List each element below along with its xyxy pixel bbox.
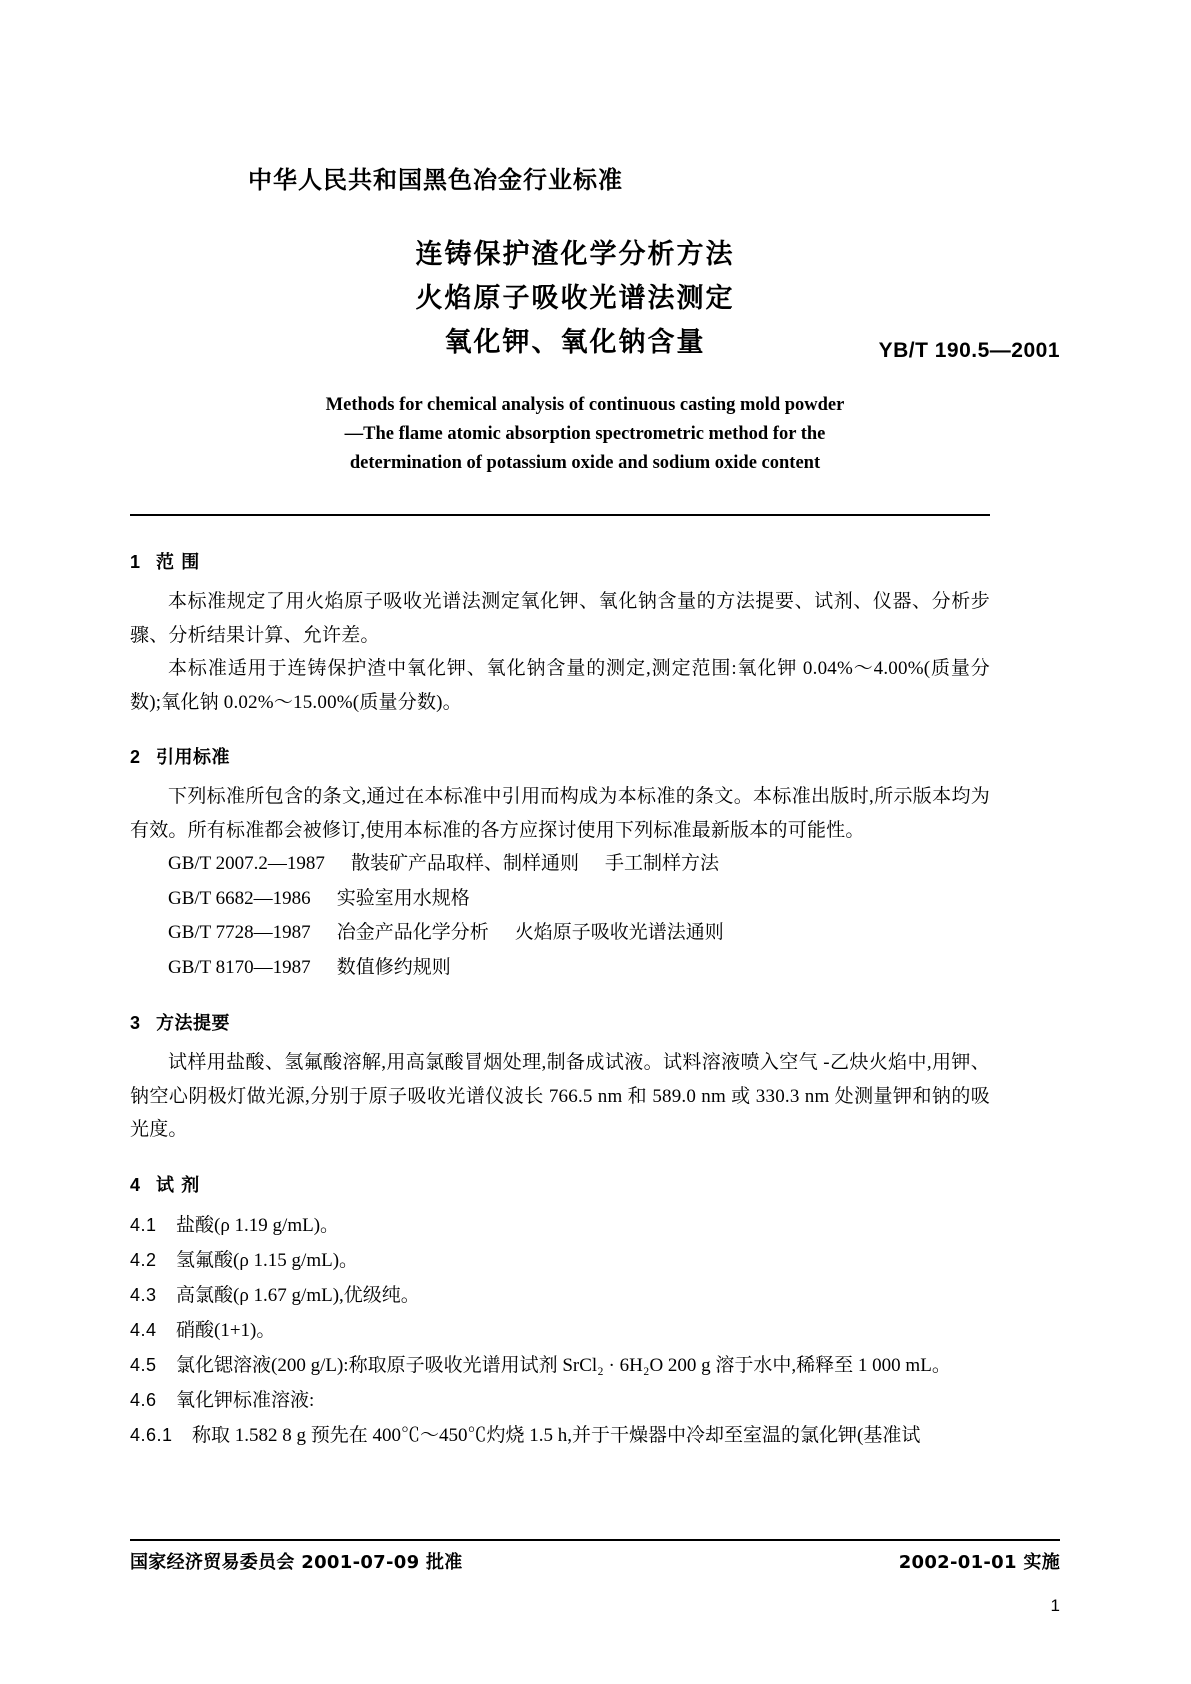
english-title: [130, 391, 1060, 478]
standard-number: YB/T 190.5—2001: [878, 339, 1060, 362]
standard-organization: 中华人民共和国黑色冶金行业标准: [248, 166, 623, 194]
section-title-4: 试 剂: [156, 1174, 200, 1196]
page-footer: [130, 1539, 1060, 1616]
section-heading-3: [130, 1007, 990, 1040]
clause-text: 高氯酸(ρ 1.67 g/mL),优级纯。: [176, 1284, 420, 1306]
section-heading-1: [130, 546, 990, 579]
footer-divider: [130, 1539, 1060, 1541]
reference-item: [130, 916, 990, 951]
clause-text: 盐酸(ρ 1.19 g/mL)。: [176, 1214, 340, 1236]
section-3-paragraph-1: 试样用盐酸、氢氟酸溶解,用高氯酸冒烟处理,制备成试液。试料溶液喷入空气 -乙炔火焰中,用钾、钠空心阴极灯做光源,分别于原子吸收光谱仪波长 766.5 nm 和 589.0 nm 或 330.3 nm 处测量钾和钠的吸光度。: [130, 1052, 990, 1140]
reference-title: 散装矿产品取样、制样通则: [350, 853, 579, 874]
english-title-line-1: Methods for chemical analysis of continuous casting mold powder: [325, 395, 845, 415]
clause-label: 4.2: [130, 1249, 157, 1270]
clause-item: [130, 1208, 990, 1243]
page-number: 1: [1050, 1596, 1060, 1615]
reference-code: GB/T 2007.2—1987: [168, 853, 325, 874]
reference-subtitle: 火焰原子吸收光谱法通则: [514, 922, 724, 943]
clause-text: 称取 1.582 8 g 预先在 400℃～450℃灼烧 1.5 h,并于干燥器中冷却至室温的氯化钾(基准试: [192, 1424, 921, 1446]
section-number-1: 1: [130, 552, 141, 572]
clause-label: 4.5: [130, 1354, 157, 1375]
clause-text: 氢氟酸(ρ 1.15 g/mL)。: [176, 1249, 359, 1271]
reference-subtitle: 手工制样方法: [604, 853, 719, 874]
footer-row: [130, 1548, 1060, 1574]
page-content: [130, 0, 1060, 1453]
clause-item: [130, 1383, 990, 1418]
reference-title: 数值修约规则: [336, 956, 451, 978]
clause-item: [130, 1313, 990, 1348]
reference-code: GB/T 6682—1986: [168, 887, 311, 909]
clause-text: 氧化钾标准溶液:: [176, 1389, 315, 1411]
english-title-line-2: —The flame atomic absorption spectrometric method for the: [344, 424, 826, 444]
clause-item: [130, 1348, 990, 1383]
section-1-paragraph-1: 本标准规定了用火焰原子吸收光谱法测定氧化钾、氧化钠含量的方法提要、试剂、仪器、分析步骤、分析结果计算、允许差。: [130, 591, 990, 646]
clause-text: 硝酸(1+1)。: [176, 1319, 276, 1341]
reference-item: [130, 951, 990, 986]
clause-label: 4.6: [130, 1389, 157, 1410]
clause-item: [130, 1418, 990, 1453]
section-title-1: 范 围: [156, 552, 200, 573]
section-2-paragraph-1: 下列标准所包含的条文,通过在本标准中引用而构成为本标准的条文。本标准出版时,所示版本均为有效。所有标准都会被修订,使用本标准的各方应探讨使用下列标准最新版本的可能性。: [130, 786, 990, 841]
reference-title: 实验室用水规格: [336, 887, 470, 909]
document-body: [130, 546, 990, 1453]
clause-label: 4.1: [130, 1214, 157, 1235]
title-line-1: 连铸保护渣化学分析方法: [415, 239, 735, 270]
reference-code: GB/T 8170—1987: [168, 956, 311, 978]
section-1-paragraph-2: 本标准适用于连铸保护渣中氧化钾、氧化钠含量的测定,测定范围:氧化钾 0.04%～4.00%(质量分数);氧化钠 0.02%～15.00%(质量分数)。: [130, 658, 990, 713]
header-divider: [130, 514, 990, 516]
approval-text: 国家经济贸易委员会 2001-07-09 批准: [130, 1552, 463, 1573]
clause-label: 4.3: [130, 1284, 157, 1305]
section-number-3: 3: [130, 1013, 141, 1033]
title-line-2: 火焰原子吸收光谱法测定: [415, 283, 735, 314]
reference-item: [130, 847, 990, 882]
implementation-text: 2002-01-01 实施: [898, 1552, 1060, 1573]
section-heading-4: [130, 1169, 990, 1202]
clause-item: [130, 1278, 990, 1313]
title-line-3: 氧化钾、氧化钠含量: [444, 327, 706, 358]
reference-code: GB/T 7728—1987: [168, 922, 311, 943]
section-heading-2: [130, 741, 990, 774]
english-title-line-3: determination of potassium oxide and sodium oxide content: [349, 453, 821, 473]
section-title-3: 方法提要: [156, 1013, 230, 1034]
clause-label: 4.6.1: [130, 1424, 173, 1445]
clause-item: [130, 1243, 990, 1278]
section-title-2: 引用标准: [156, 747, 230, 768]
section-number-2: 2: [130, 747, 141, 767]
title-block: [130, 233, 1060, 365]
reference-title: 冶金产品化学分析: [336, 922, 489, 943]
reference-item: [130, 882, 990, 917]
section-number-4: 4: [130, 1174, 141, 1195]
clause-label: 4.4: [130, 1319, 157, 1340]
clause-text: 氯化锶溶液(200 g/L):称取原子吸收光谱用试剂 SrCl₂ · 6H₂O 200 g 溶于水中,稀释至 1 000 mL。: [176, 1354, 951, 1376]
